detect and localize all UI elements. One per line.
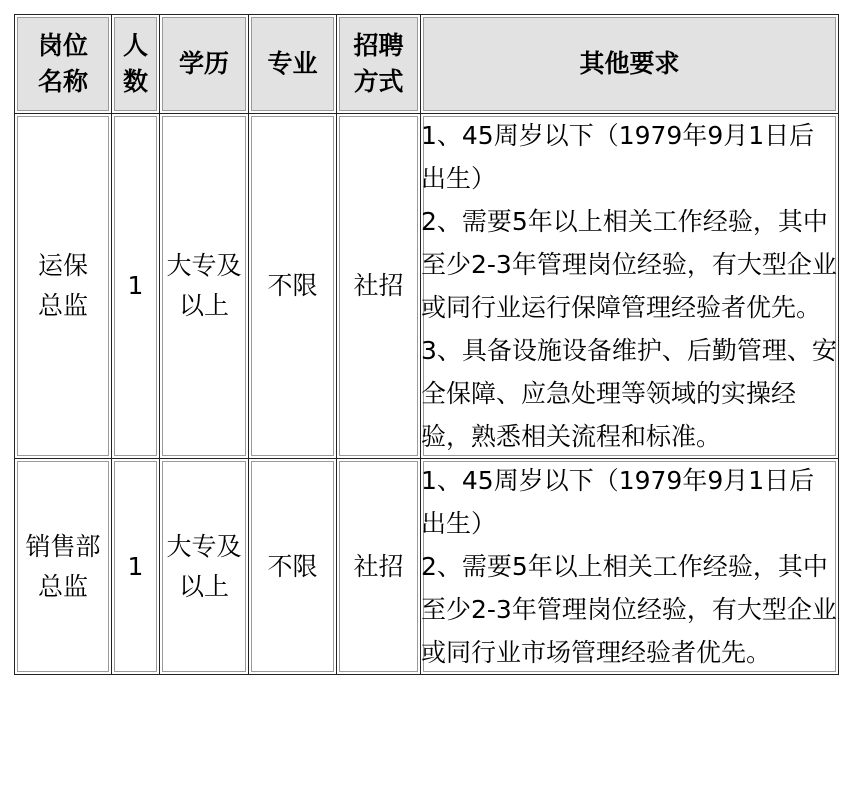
headcount-cell: 1 xyxy=(112,459,160,675)
header-other-requirements: 其他要求 xyxy=(421,15,839,114)
recruit-method-cell: 社招 xyxy=(337,114,421,459)
education-cell: 大专及 以上 xyxy=(160,114,249,459)
major-cell: 不限 xyxy=(249,459,337,675)
requirement-item: 1、45周岁以下（1979年9月1日后出生） xyxy=(421,466,815,538)
table-row xyxy=(15,114,839,459)
requirement-item: 2、需要5年以上相关工作经验，其中至少2-3年管理岗位经验，有大型企业或同行业运行保障管理经验者优先。 xyxy=(421,207,837,322)
requirement-item: 1、45周岁以下（1979年9月1日后出生） xyxy=(421,121,815,193)
header-education: 学历 xyxy=(160,15,249,114)
major-cell: 不限 xyxy=(249,114,337,459)
position-name-cell: 运保 总监 xyxy=(15,114,112,459)
requirements-cell xyxy=(421,459,839,675)
table-row xyxy=(15,459,839,675)
header-major: 专业 xyxy=(249,15,337,114)
requirement-item: 3、具备设施设备维护、后勤管理、安全保障、应急处理等领域的实操经验，熟悉相关流程和标准。 xyxy=(421,336,837,451)
header-recruit-method: 招聘 方式 xyxy=(337,15,421,114)
table-header-row xyxy=(15,15,839,114)
headcount-cell: 1 xyxy=(112,114,160,459)
recruit-method-cell: 社招 xyxy=(337,459,421,675)
position-name-cell: 销售部 总监 xyxy=(15,459,112,675)
header-headcount: 人 数 xyxy=(112,15,160,114)
education-cell: 大专及 以上 xyxy=(160,459,249,675)
recruitment-table-container xyxy=(14,14,838,675)
requirement-item: 2、需要5年以上相关工作经验，其中至少2-3年管理岗位经验，有大型企业或同行业市场管理经验者优先。 xyxy=(421,552,837,667)
requirements-cell xyxy=(421,114,839,459)
recruitment-table xyxy=(14,14,839,675)
header-position-name: 岗位 名称 xyxy=(15,15,112,114)
